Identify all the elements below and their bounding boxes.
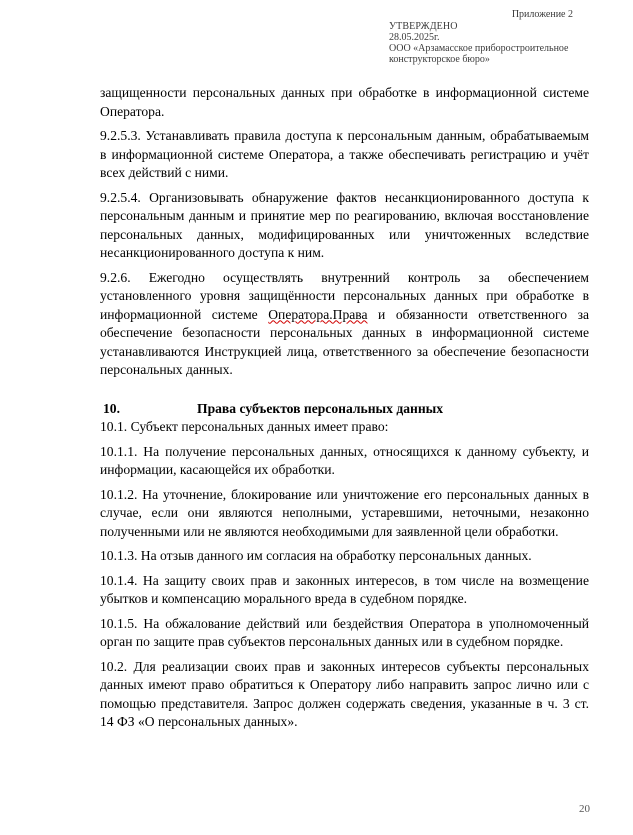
approval-heading: УТВЕРЖДЕНО bbox=[389, 21, 458, 32]
paragraph-10-1: 10.1. Субъект персональных данных имеет право: bbox=[100, 419, 389, 434]
paragraph-10-1-3: 10.1.3. На отзыв данного им согласия на обработку персональных данных. bbox=[100, 548, 532, 563]
paragraph-10-2: 10.2. Для реализации своих прав и законных интересов субъекты персональных данных имеют право обратиться к Оператору либо направить запрос лично или с помощью представителя. Запрос должен содержать сведения, указанные в ч. 3 ст. 14 ФЗ «О персональных данных». bbox=[100, 658, 589, 729]
section-10-heading bbox=[100, 400, 589, 419]
paragraph-9-2-6-part1: 9.2.6. Ежегодно осуществлять внутренний контроль за обеспечением установленного уровня защищённости персональных данных при обработке в информационной системе bbox=[100, 269, 589, 322]
paragraph-10-1-5: 10.1.5. На обжалование действий или бездействия Оператора в уполномоченный орган по защите прав субъектов персональных данных или в судебном порядке. bbox=[100, 615, 589, 649]
paragraph-continuation: защищенности персональных данных при обработке в информационной системе Оператора. bbox=[100, 85, 589, 119]
paragraph-10-1-1: 10.1.1. На получение персональных данных, относящихся к данному субъекту, и информации, касающейся их обработки. bbox=[100, 443, 589, 477]
page-number: 20 bbox=[579, 803, 590, 815]
section-10-title: Права субъектов персональных данных bbox=[197, 400, 444, 416]
approval-org-line1: ООО «Арзамасское приборостроительное bbox=[389, 43, 569, 54]
approval-org-line2: конструкторское бюро» bbox=[389, 54, 490, 65]
paragraph-9-2-5-3: 9.2.5.3. Устанавливать правила доступа к персональным данным, обрабатываемым в информационной системе Оператора, а также обеспечивать регистрацию и учёт всех действий с ними. bbox=[100, 128, 589, 180]
paragraph-9-2-6 bbox=[100, 269, 589, 380]
paragraph-9-2-6-part2: и обязанности ответственного за обеспечение безопасности персональных данных в информационной системе устанавливаются Инструкцией лица, ответственного за обеспечение безопасности персональных данных. bbox=[100, 306, 589, 377]
spelling-error-word: Оператора.Права bbox=[268, 306, 368, 322]
paragraph-10-1-2: 10.1.2. На уточнение, блокирование или уничтожение его персональных данных в случае, если они являются неполными, устаревшими, неточными, незаконно полученными или не являются необходимыми для заявленной цели обработки. bbox=[100, 486, 589, 539]
paragraph-9-2-5-4: 9.2.5.4. Организовывать обнаружение фактов несанкционированного доступа к персональным данным и принятие мер по реагированию, включая восстановление персональных данных, модифицированных или уничтоженных вследствие несанкционированного доступа к ним. bbox=[100, 189, 589, 260]
approval-stamp bbox=[389, 21, 609, 65]
paragraph-10-1-4: 10.1.4. На защиту своих прав и законных интересов, в том числе на возмещение убытков и компенсацию морального вреда в судебном порядке. bbox=[100, 572, 589, 606]
approval-date: 28.05.2025г. bbox=[389, 32, 440, 43]
appendix-label: Приложение 2 bbox=[511, 9, 573, 20]
section-10-number: 10. bbox=[103, 400, 120, 416]
document-body bbox=[100, 84, 589, 738]
